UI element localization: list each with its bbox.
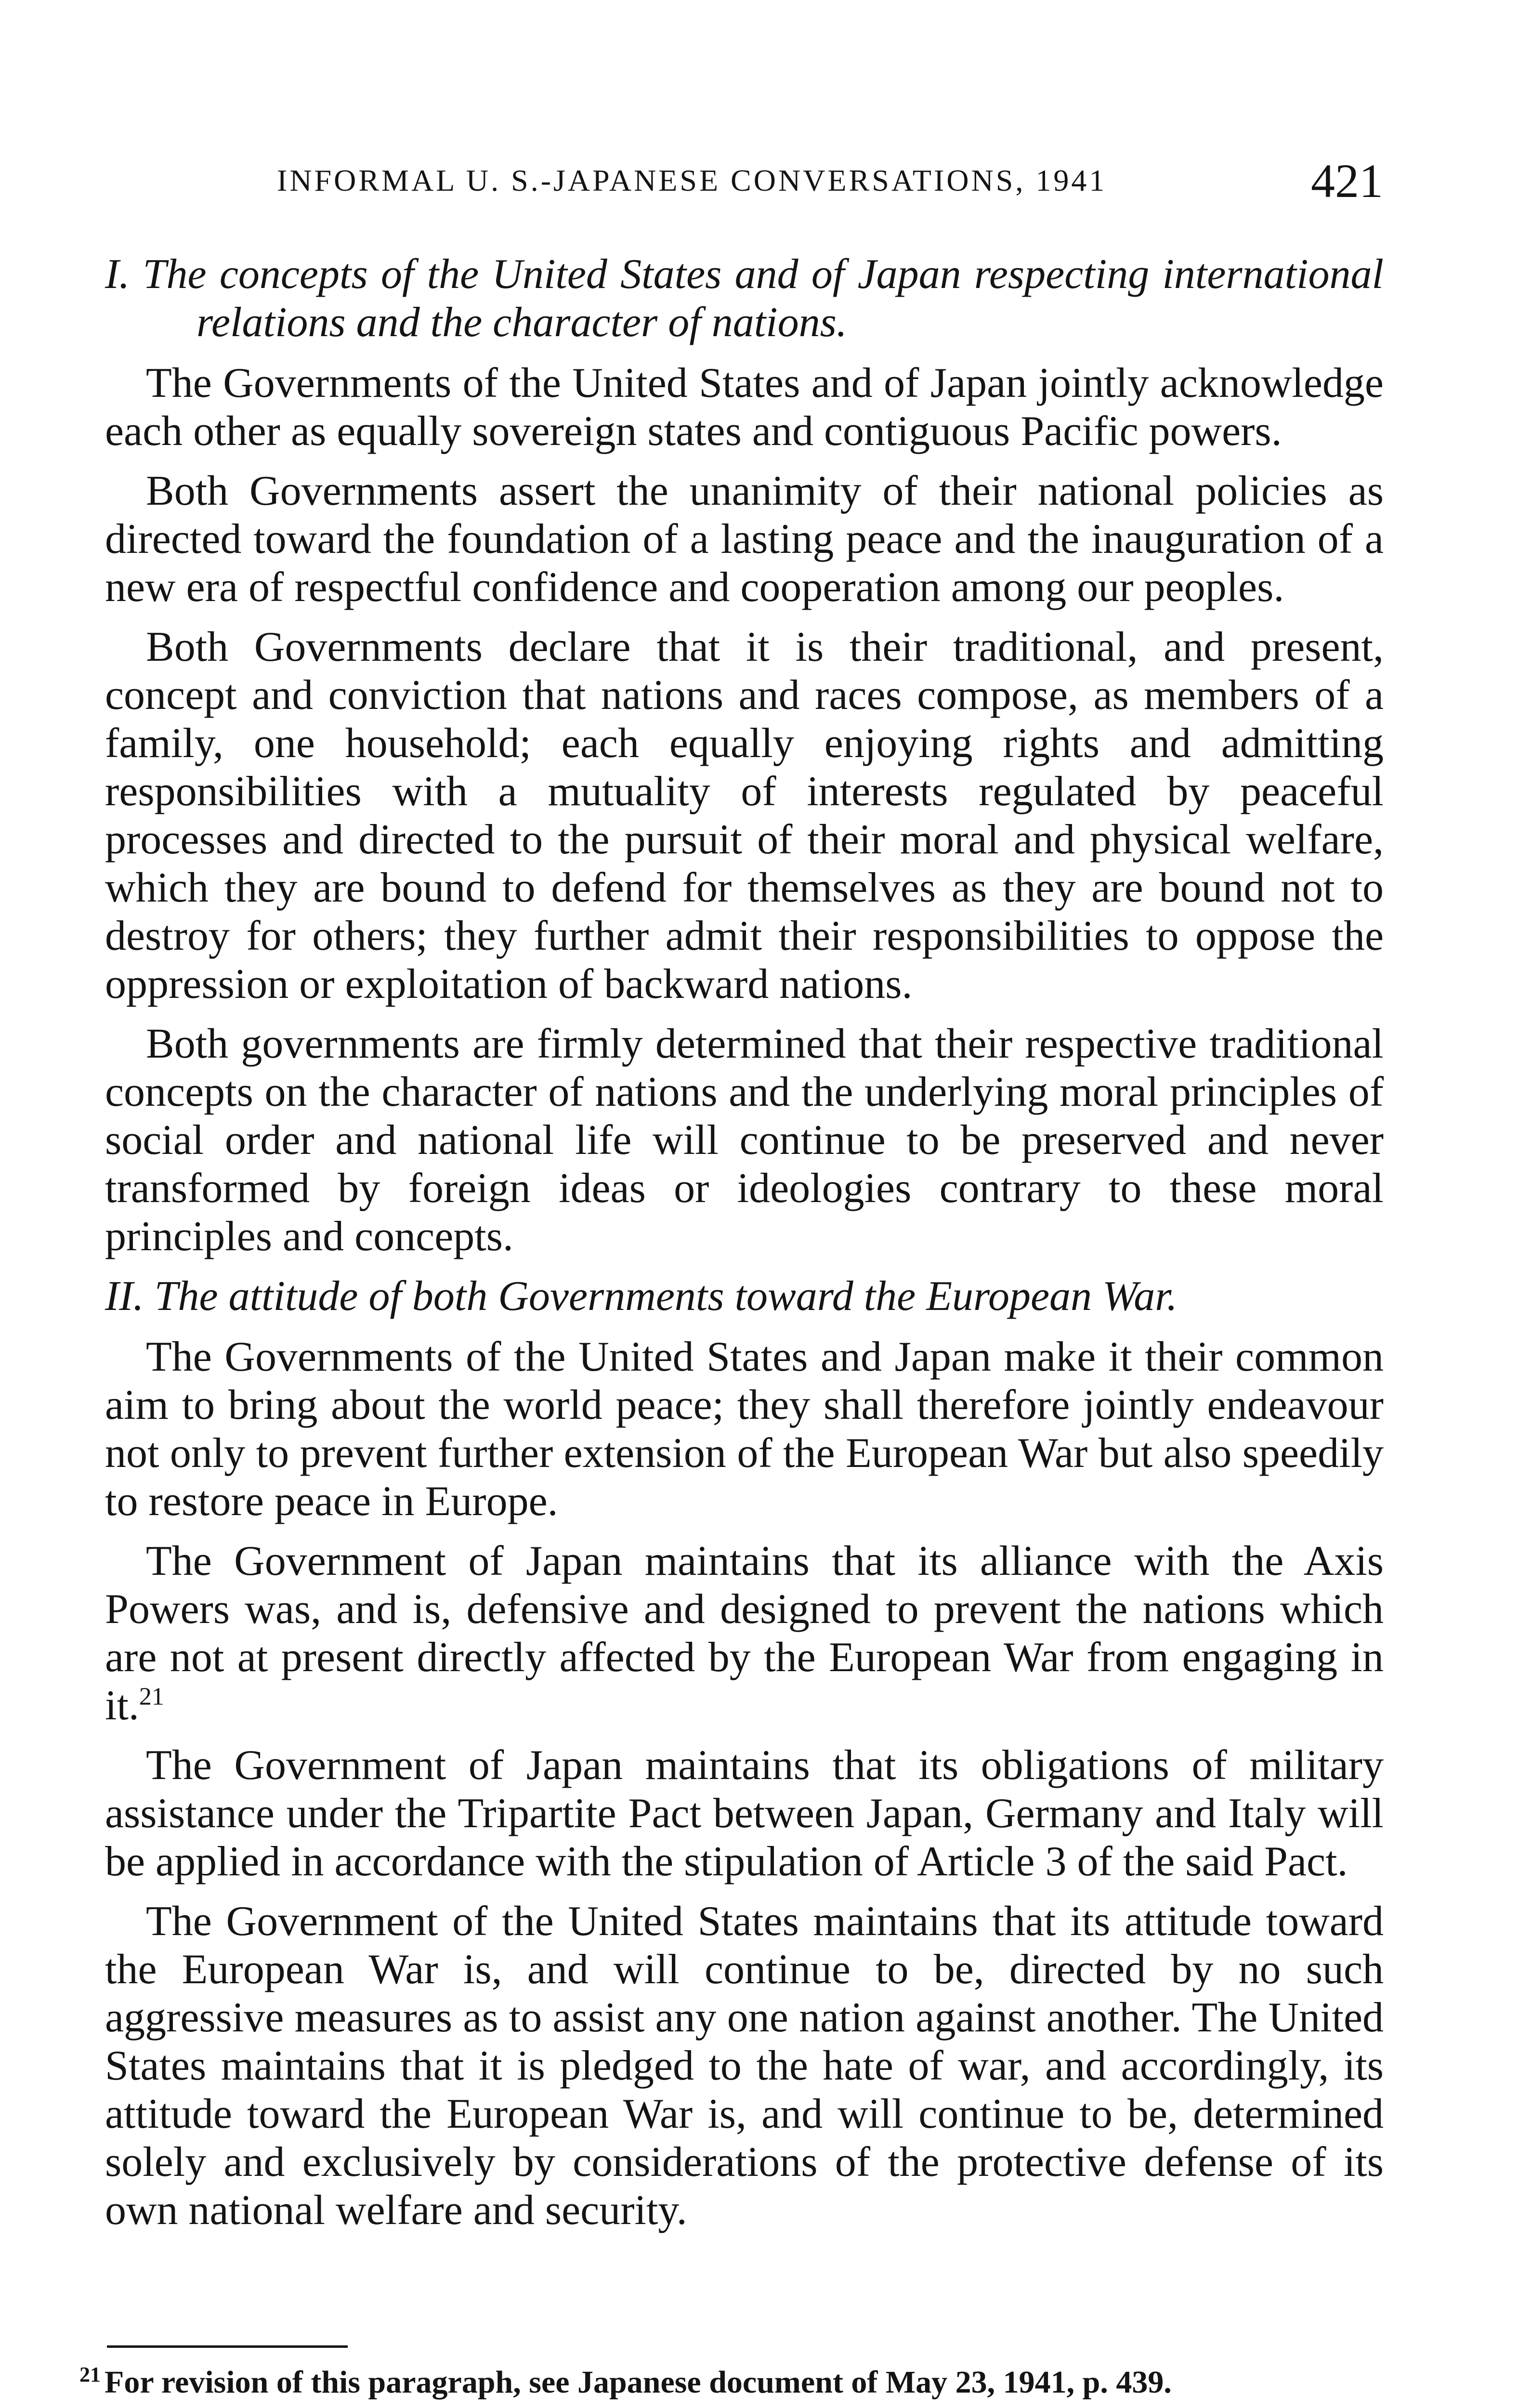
paragraph-2-2-text: The Government of Japan maintains that its alliance with the Axis Powers was, and is, defensive and designed to prevent the nations which are not at present directly affected by the European War from engaging in it. (105, 1538, 1384, 1729)
page-number: 421 (1311, 154, 1383, 208)
paragraph-1-3: Both Governments declare that it is their traditional, and present, concept and conviction that nations and races compose, as members of a family, one household; each equally enjoying rights and admitting responsibilities with a mutuality of interests regulated by peaceful processes and directed to the pursuit of their moral and physical welfare, which they are bound to defend for themselves as they are bound not to destroy for others; they further admit their responsibilities to oppose the oppression or exploitation of backward nations. (105, 624, 1384, 1008)
body-text (105, 250, 1384, 2246)
footnote-text: For revision of this paragraph, see Japanese document of May 23, 1941, p. 439. (105, 2365, 1172, 2400)
paragraph-1-4: Both governments are firmly determined that their respective traditional concepts on the character of nations and the underlying moral principles of social order and national life will continue to be preserved and never transformed by foreign ideas or ideologies contrary to these moral principles and concepts. (105, 1021, 1384, 1260)
paragraph-1-2: Both Governments assert the unanimity of their national policies as directed toward the foundation of a lasting peace and the inauguration of a new era of respectful confidence and cooperation among our peoples. (105, 468, 1384, 611)
footnote-mark: 21 (79, 2363, 101, 2386)
paragraph-2-4: The Government of the United States maintains that its attitude toward the European War is, and will continue to be, directed by no such aggressive measures as to assist any one nation against another. The United States maintains that it is pledged to the hate of war, and accordingly, its attitude toward the European War is, and will continue to be, determined solely and exclusively by considerations of the protective defense of its own national welfare and security. (105, 1898, 1384, 2234)
paragraph-2-3: The Government of Japan maintains that its obligations of military assistance under the Tripartite Pact between Japan, Germany and Italy will be applied in accordance with the stipulation of Article 3 of the said Pact. (105, 1742, 1384, 1885)
section-heading-1: I. The concepts of the United States and of Japan respecting international relations and the character of nations. (105, 251, 1384, 346)
running-head: INFORMAL U. S.-JAPANESE CONVERSATIONS, 1941 (277, 163, 1107, 197)
footnote (79, 2362, 1380, 2403)
paragraph-1-1: The Governments of the United States and of Japan jointly acknowledge each other as equally sovereign states and contiguous Pacific powers. (105, 360, 1384, 455)
section-heading-2: II. The attitude of both Governments toward the European War. (105, 1273, 1178, 1320)
footnote-divider (107, 2345, 348, 2348)
paragraph-2-1: The Governments of the United States and Japan make it their common aim to bring about the world peace; they shall therefore jointly endeavour not only to prevent further extension of the European War but also speedily to restore peace in Europe. (105, 1334, 1384, 1525)
footnote-reference[interactable]: 21 (139, 1683, 164, 1711)
paragraph-2-2 (105, 1537, 1384, 1730)
